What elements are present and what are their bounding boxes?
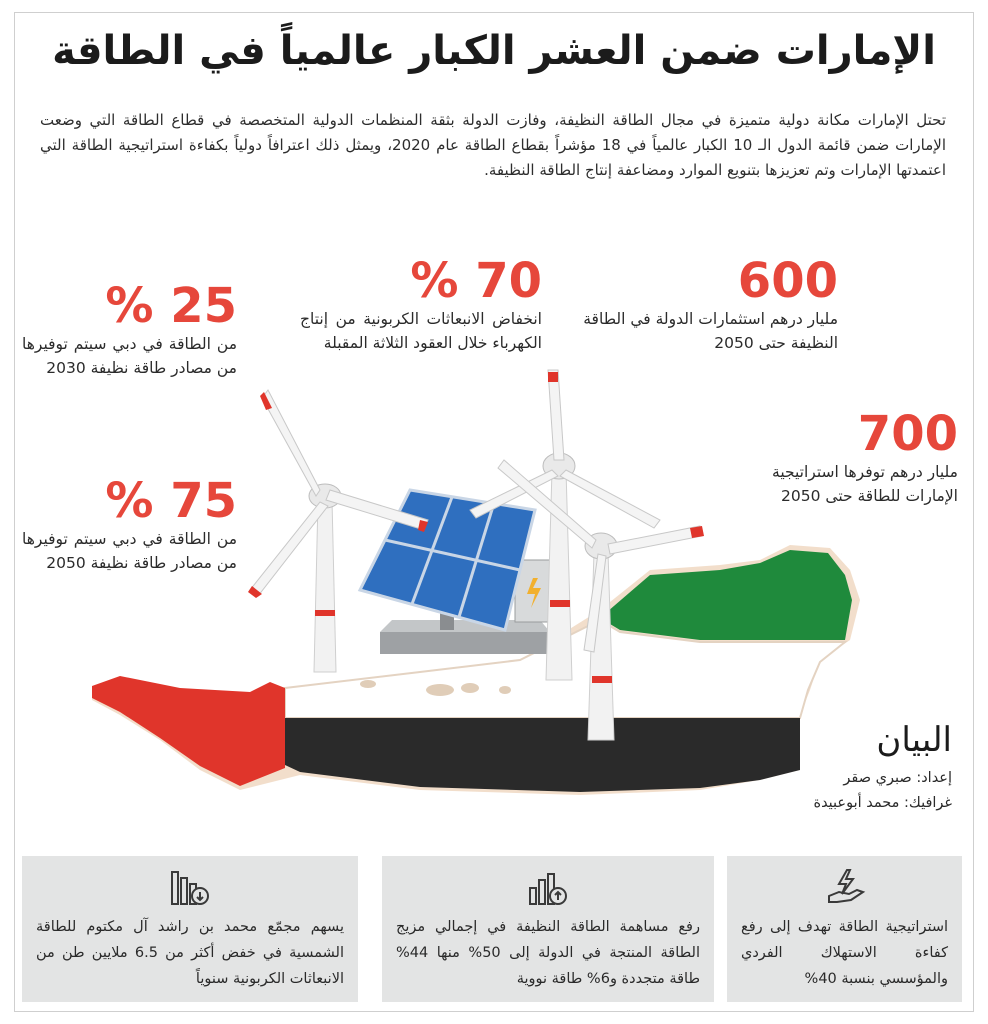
card-text: استراتيجية الطاقة تهدف إلى رفع كفاءة الاستهلاك الفردي والمؤسسي بنسبة 40% [741, 919, 948, 987]
stat-value: 700 [857, 406, 958, 462]
growth-chart-icon [382, 866, 714, 910]
map-red [92, 676, 285, 786]
stat-value: 70 % [410, 253, 542, 309]
intro-paragraph: تحتل الإمارات مكانة دولية متميزة في مجال الطاقة النظيفة، وفازت الدولة بثقة المنظمات الدولية المتخصصة في قطاع الطاقة التي وضعت الإمارات ضمن قائمة الدول الـ 10 الكبار عالمياً في 18 مؤشراً بقطاع الطاقة عام 2020، ويمثل ذلك اعترافاً دولياً بكفاءة استراتيجية الطاقة التي اعتمدتها الإمارات وتم تعزيزها بتنويع الموارد ومضاعفة إنتاج الطاقة النظيفة. [40, 111, 946, 179]
info-card-clean-energy-mix [382, 856, 714, 1002]
stat-text: من الطاقة في دبي سيتم توفيرها من مصادر طاقة نظيفة 2050 [22, 530, 237, 572]
credit-graphics: غرافيك: محمد أبوعبيدة [813, 795, 952, 811]
hand-energy-icon [727, 866, 962, 910]
card-text: رفع مساهمة الطاقة النظيفة في إجمالي مزيج الطاقة المنتجة في الدولة إلى 50% منها 44% طاقة متجددة و6% طاقة نووية [396, 919, 700, 987]
stat-25-percent [22, 280, 237, 380]
stat-600 [578, 255, 838, 355]
panel-base [380, 632, 550, 654]
info-card-efficiency [727, 856, 962, 1002]
credits [813, 720, 952, 816]
decline-chart-icon [22, 866, 358, 910]
page-title: الإمارات ضمن العشر الكبار عالمياً في الطاقة [52, 28, 936, 74]
info-card-solar-park [22, 856, 358, 1002]
stat-text: مليار درهم توفرها استراتيجية الإمارات للطاقة حتى 2050 [772, 463, 958, 505]
stat-value: 75 % [105, 473, 237, 529]
stat-75-percent [22, 475, 237, 575]
stat-value: 25 % [105, 278, 237, 334]
stat-700 [738, 408, 958, 508]
card-text: يسهم مجمّع محمد بن راشد آل مكتوم للطاقة الشمسية في خفض أكثر من 6.5 ملايين طن من الانبعاثات الكربونية سنوياً [36, 919, 345, 987]
stat-text: من الطاقة في دبي سيتم توفيرها من مصادر طاقة نظيفة 2030 [22, 335, 237, 377]
stat-text: انخفاض الانبعاثات الكربونية من إنتاج الكهرباء خلال العقود الثلاثة المقبلة [300, 310, 542, 352]
stat-text: مليار درهم استثمارات الدولة في الطاقة النظيفة حتى 2050 [583, 310, 838, 352]
stat-value: 600 [737, 253, 838, 309]
albayan-logo: البيان [876, 720, 952, 760]
map-green [600, 550, 852, 640]
stat-70-percent [300, 255, 542, 355]
credit-prepared: إعداد: صبري صقر [843, 770, 952, 786]
